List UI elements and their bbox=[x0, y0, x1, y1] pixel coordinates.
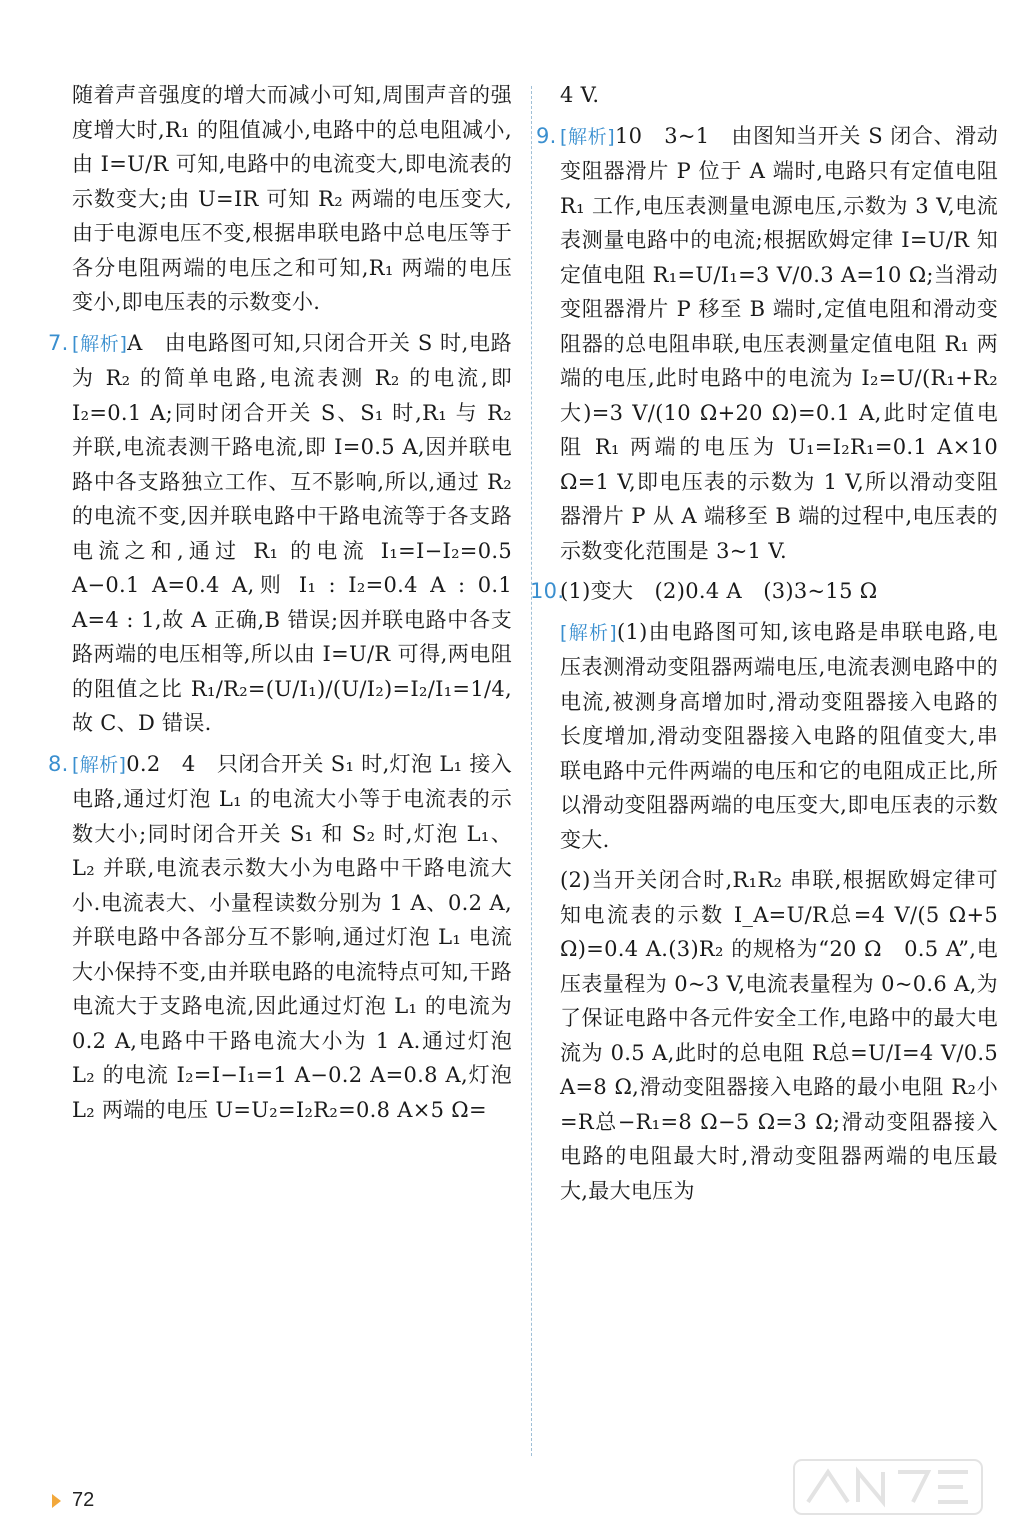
analysis-tag: [解析] bbox=[72, 753, 127, 776]
answer-text: (2)当开关闭合时,R₁R₂ 串联,根据欧姆定律可知电流表的示数 I_A=U/R总=4 V/(5 Ω+5 Ω)=0.4 A.(3)R₂ 的规格为“20 Ω 0.5 A”,电压表量程为 0~3 V,电流表量程为 0~0.6 A,为了保证电路中各元件安全工作,电路中的最大电流为 0.5 A,此时的总电阻 R总=U/I=4 V/0.5 A=8 Ω,滑动变阻器接入电路的最小电阻 R₂小=R总−R₁=8 Ω−5 Ω=3 Ω;滑动变阻器接入电路的电阻最大时,滑动变阻器两端的电压最大,最大电压为 bbox=[560, 868, 998, 1203]
answer-text: 4 V. bbox=[560, 83, 600, 107]
answer-text: 10 3~1 由图知当开关 S 闭合、滑动变阻器滑片 P 位于 A 端时,电路只有定值电阻 R₁ 工作,电压表测量电源电压,示数为 3 V,电流表测量电路中的电流;根据欧姆定律 I=U/R 知定值电阻 R₁=U/I₁=3 V/0.3 A=10 Ω;当滑动变阻器滑片 P 移至 B 端时,定值电阻和滑动变阻器的总电阻串联,电压表测量定值电阻 R₁ 两端的电压,此时电路中的电流为 I₂=U/(R₁+R₂大)=3 V/(10 Ω+20 Ω)=0.1 A,此时定值电阻 R₁ 两端的电压为 U₁=I₂R₁=0.1 A×10 Ω=1 V,即电压表的示数为 1 V,所以滑动变阻器滑片 P 从 A 端移至 B 端的过程中,电压表的示数变化范围是 3~1 V. bbox=[560, 123, 999, 563]
column-divider bbox=[531, 86, 532, 1456]
page-marker-icon bbox=[52, 1494, 61, 1508]
answer-text: (1)变大 (2)0.4 A (3)3~15 Ω bbox=[560, 579, 878, 603]
question-number: 9. bbox=[536, 123, 557, 148]
analysis-tag: [解析] bbox=[560, 125, 615, 148]
answer-text: 0.2 4 只闭合开关 S₁ 时,灯泡 L₁ 接入电路,通过灯泡 L₁ 的电流大小等于电流表的示数大小;同时闭合开关 S₁ 和 S₂ 时,灯泡 L₁、L₂ 并联,电流表示数大小为电路中干路电流大小.电流表大、小量程读数分别为 1 A、0.2 A,并联电路中各部分互不影响,通过灯泡 L₁ 电流大小保持不变,由并联电路的电流特点可知,干路电流大于支路电流,因此通过灯泡 L₁ 的电流为 0.2 A,电路中干路电流大小为 1 A.通过灯泡 L₂ 的电流 I₂=I−I₁=1 A−0.2 A=0.8 A,灯泡 L₂ 两端的电压 U=U₂=I₂R₂=0.8 A×5 Ω= bbox=[72, 751, 512, 1122]
answer-8 bbox=[48, 747, 512, 1128]
answer-8-tail bbox=[560, 78, 998, 113]
analysis-tag: [解析] bbox=[72, 332, 128, 355]
answer-10 bbox=[530, 574, 998, 609]
answer-10-analysis-cont bbox=[560, 863, 998, 1208]
answer-7 bbox=[48, 326, 512, 741]
answer-10-analysis bbox=[560, 615, 998, 858]
answer-9 bbox=[536, 119, 999, 569]
page-number: 72 bbox=[72, 1489, 95, 1511]
analysis-tag: [解析] bbox=[560, 621, 618, 644]
answer-6-tail bbox=[72, 78, 512, 320]
watermark-logo-icon bbox=[788, 1452, 988, 1522]
left-column bbox=[48, 78, 512, 1133]
answer-text: A 由电路图可知,只闭合开关 S 时,电路为 R₂ 的简单电路,电流表测 R₂ 的电流,即 I₂=0.1 A;同时闭合开关 S、S₁ 时,R₁ 与 R₂ 并联,电流表测干路电流,即 I=0.5 A,因并联电路中各支路独立工作、互不影响,所以,通过 R₂ 的电流不变,因并联电路中干路电流等于各支路电流之和,通过 R₁ 的电流 I₁=I−I₂=0.5 A−0.1 A=0.4 A,则 I₁ : I₂=0.4 A : 0.1 A=4 : 1,故 A 正确,B 错误;因并联电路中各支路两端的电压相等,所以由 I=U/R 可得,两电阻的阻值之比 R₁/R₂=(U/I₁)/(U/I₂)=I₂/I₁=1/4,故 C、D 错误. bbox=[72, 330, 512, 735]
question-number: 8. bbox=[48, 751, 69, 776]
question-number: 7. bbox=[48, 330, 69, 355]
question-number: 10. bbox=[530, 579, 565, 603]
answer-text: (1)由电路图可知,该电路是串联电路,电压表测滑动变阻器两端电压,电流表测电路中的电流,被测身高增加时,滑动变阻器接入电路的长度增加,滑动变阻器接入电路的阻值变大,串联电路中元件两端的电压和它的电阻成正比,所以滑动变阻器两端的电压变大,即电压表的示数变大. bbox=[560, 619, 998, 852]
right-column bbox=[530, 78, 999, 1214]
answer-text: 随着声音强度的增大而减小可知,周围声音的强度增大时,R₁ 的阻值减小,电路中的总电阻减小,由 I=U/R 可知,电路中的电流变大,即电流表的示数变大;由 U=IR 可知 R₂ 两端的电压变大,由于电源电压不变,根据串联电路中总电压等于各分电阻两端的电压之和可知,R₁ 两端的电压变小,即电压表的示数变小. bbox=[72, 83, 512, 314]
